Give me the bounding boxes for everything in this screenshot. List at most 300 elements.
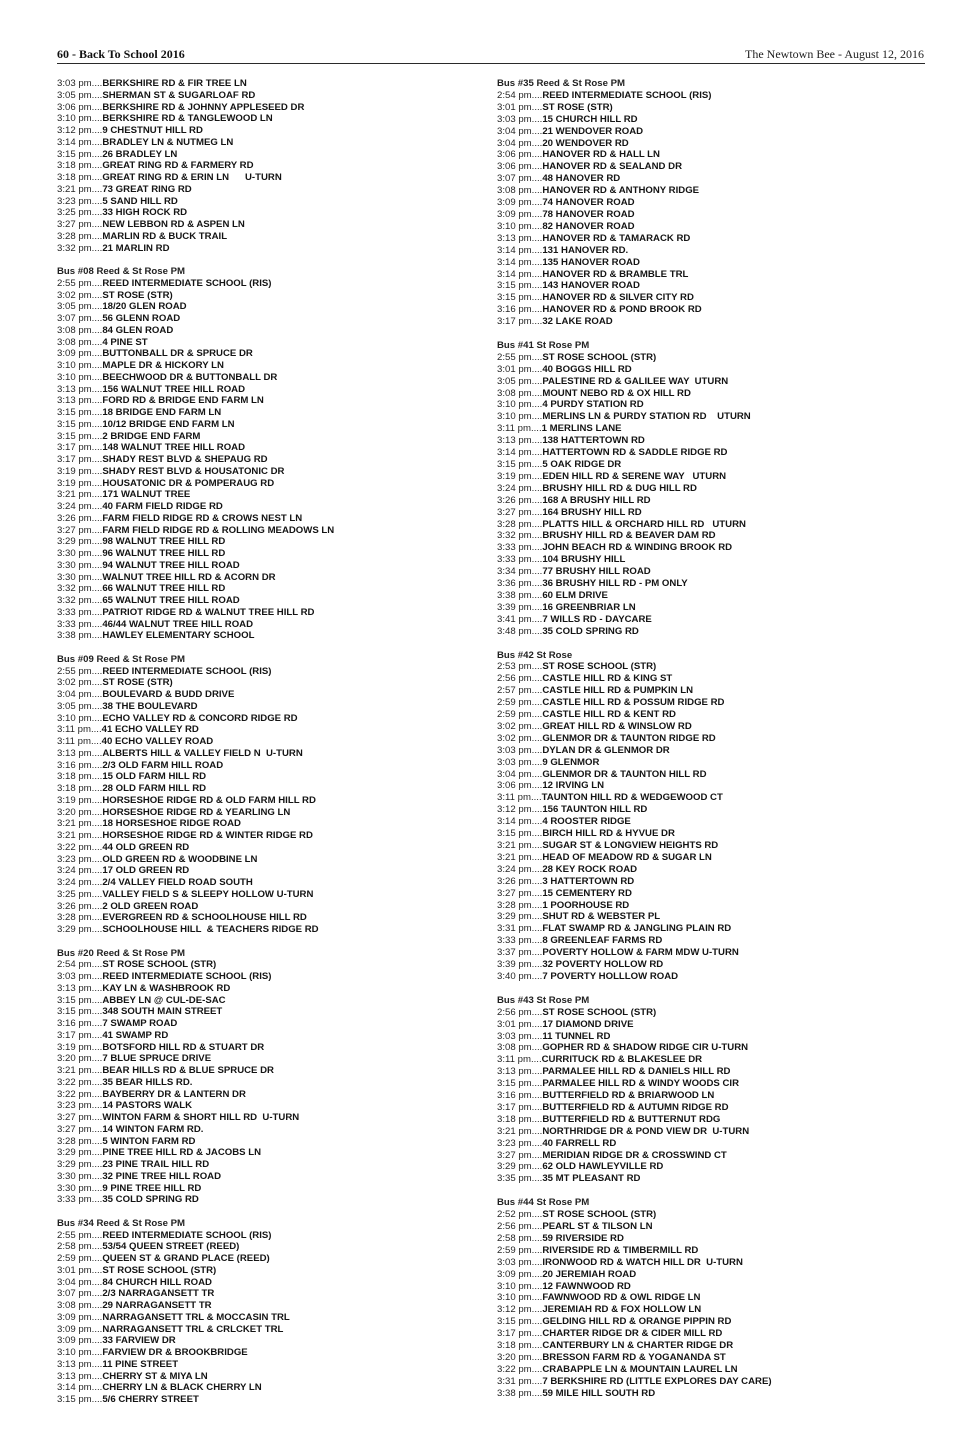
- time-leader: ....: [531, 1101, 543, 1113]
- time-leader: ....: [531, 208, 543, 220]
- stop-row: [57, 419, 457, 431]
- stop-location: 28 KEY ROCK ROAD: [542, 863, 638, 875]
- time-leader: ....: [531, 970, 543, 982]
- stop-location: MOUNT NEBO RD & OX HILL RD: [542, 387, 691, 399]
- time-leader: ....: [531, 1209, 543, 1221]
- stop-time: 3:41 pm: [497, 613, 532, 625]
- stop-location: QUEEN ST & GRAND PLACE (REED): [102, 1253, 270, 1264]
- stop-location: CHERRY ST & MIYA LN: [102, 1370, 208, 1382]
- time-leader: ....: [91, 242, 103, 254]
- time-leader: ....: [531, 1280, 543, 1292]
- stop-time: 3:20 pm: [497, 1351, 532, 1363]
- stop-row: [497, 292, 927, 304]
- time-leader: ....: [90, 724, 102, 736]
- stop-location: HORSESHOE RIDGE RD & OLD FARM HILL RD: [102, 794, 316, 806]
- stop-location: 38 THE BOULEVARD: [102, 700, 198, 712]
- stop-time: 3:15 pm: [497, 1316, 532, 1328]
- stop-location: FAWNWOOD RD & OWL RIDGE LN: [542, 1292, 701, 1304]
- time-leader: ....: [91, 1382, 103, 1394]
- stop-time: 3:03 pm: [497, 1256, 532, 1268]
- stop-time: 3:12 pm: [497, 1304, 532, 1316]
- stop-row: [57, 1382, 457, 1394]
- stop-row: [497, 483, 927, 495]
- stop-time: 2:59 pm: [497, 1244, 532, 1256]
- stop-row: [57, 583, 457, 595]
- stop-row: [57, 489, 457, 501]
- stop-time: 3:33 pm: [57, 1194, 92, 1206]
- time-leader: ....: [531, 816, 543, 828]
- bus-route-title: Bus #34 Reed & St Rose PM: [57, 1217, 185, 1229]
- stop-row: [57, 924, 457, 936]
- stop-time: 3:19 pm: [57, 794, 92, 806]
- stop-time: 3:32 pm: [57, 242, 92, 254]
- stop-time: 3:04 pm: [497, 125, 532, 137]
- time-leader: ....: [530, 423, 542, 435]
- stop-row: [497, 173, 927, 185]
- time-leader: ....: [531, 542, 543, 554]
- time-leader: ....: [531, 613, 543, 625]
- time-leader: ....: [531, 125, 543, 137]
- stop-row: [57, 1324, 457, 1336]
- stop-time: 3:33 pm: [497, 542, 532, 554]
- stop-row: [497, 304, 927, 316]
- section-spacer: [497, 1185, 927, 1197]
- time-leader: ....: [531, 709, 543, 721]
- stop-location: 15 CEMENTERY RD: [542, 887, 632, 899]
- stop-row: [497, 709, 927, 721]
- stop-location: 4 ROOSTER RIDGE: [542, 816, 631, 828]
- time-leader: ....: [531, 1351, 543, 1363]
- bus-route-section: [497, 1185, 927, 1399]
- stop-time: 3:14 pm: [497, 244, 532, 256]
- stop-time: 3:21 pm: [57, 1065, 92, 1076]
- stop-row: [57, 196, 457, 208]
- time-leader: ....: [531, 113, 543, 125]
- stop-row: [497, 280, 927, 292]
- stop-row: [57, 407, 457, 419]
- stop-location: 4 PINE ST: [102, 336, 148, 348]
- stop-location: MAPLE DR & HICKORY LN: [102, 360, 224, 371]
- time-leader: ....: [91, 383, 103, 395]
- stop-location: TAUNTON HILL RD & WEDGEWOOD CT: [541, 792, 723, 804]
- stop-row: [497, 911, 927, 923]
- stop-row: [57, 442, 457, 454]
- stop-time: 3:17 pm: [57, 1029, 92, 1041]
- stop-location: 14 PASTORS WALK: [102, 1100, 193, 1112]
- stop-time: 3:24 pm: [57, 865, 92, 877]
- stop-row: [497, 530, 927, 542]
- stop-row: [57, 501, 457, 513]
- time-leader: ....: [531, 304, 543, 316]
- time-leader: ....: [91, 1394, 103, 1405]
- stop-location: SCHOOLHOUSE HILL & TEACHERS RIDGE RD: [102, 924, 319, 935]
- stop-location: HORSESHOE RIDGE RD & WINTER RIDGE RD: [102, 830, 313, 841]
- stop-row: [497, 388, 927, 400]
- stop-location: SHADY REST BLVD & HOUSATONIC DR: [102, 465, 285, 477]
- stop-location: BERKSHIRE RD & TANGLEWOOD LN: [102, 113, 273, 125]
- section-spacer: [57, 1206, 457, 1218]
- stop-location: 15 OLD FARM HILL RD: [102, 771, 207, 783]
- stop-time: 2:55 pm: [57, 277, 92, 289]
- stop-location: ST ROSE (STR): [542, 101, 613, 113]
- stop-row: [57, 1277, 457, 1289]
- stop-time: 3:32 pm: [497, 530, 532, 542]
- section-spacer: [57, 642, 457, 654]
- bus-route-title: Bus #43 St Rose PM: [497, 994, 590, 1006]
- time-leader: ....: [531, 185, 543, 197]
- stop-location: 156 WALNUT TREE HILL ROAD: [102, 383, 246, 395]
- time-leader: ....: [91, 1241, 103, 1253]
- stop-location: BERKSHIRE RD & FIR TREE LN: [102, 78, 247, 89]
- stop-location: EDEN HILL RD & SERENE WAY UTURN: [542, 470, 727, 482]
- time-leader: ....: [91, 454, 103, 465]
- stop-time: 3:18 pm: [57, 160, 92, 172]
- stop-time: 3:03 pm: [497, 113, 532, 125]
- stop-time: 3:27 pm: [497, 506, 532, 518]
- stop-time: 3:08 pm: [57, 1300, 92, 1311]
- stop-location: 84 GLEN ROAD: [102, 324, 174, 336]
- stop-time: 3:18 pm: [497, 1340, 532, 1352]
- stop-row: [497, 411, 927, 423]
- stop-row: [497, 971, 927, 983]
- time-leader: ....: [91, 1076, 103, 1088]
- time-leader: ....: [91, 912, 103, 924]
- bus-route-title: Bus #20 Reed & St Rose PM: [57, 947, 185, 959]
- stop-row: [57, 783, 457, 795]
- stop-location: NEW LEBBON RD & ASPEN LN: [102, 219, 245, 230]
- stop-row: [497, 900, 927, 912]
- stop-row: [497, 757, 927, 769]
- time-leader: ....: [531, 149, 543, 161]
- time-leader: ....: [91, 136, 103, 148]
- stop-time: 3:23 pm: [497, 1137, 532, 1149]
- stop-row: [497, 138, 927, 150]
- stop-location: OLD GREEN RD & WOODBINE LN: [102, 853, 258, 865]
- stop-location: CRABAPPLE LN & MOUNTAIN LAUREL LN: [542, 1363, 738, 1375]
- time-leader: ....: [531, 1161, 543, 1173]
- stop-location: HANOVER RD & POND BROOK RD: [542, 304, 702, 316]
- stop-time: 3:31 pm: [497, 1375, 532, 1387]
- time-leader: ....: [530, 1054, 542, 1066]
- stop-row: [57, 466, 457, 478]
- stop-row: [497, 1042, 927, 1054]
- stop-location: 9 PINE TREE HILL RD: [102, 1182, 202, 1194]
- stop-time: 3:13 pm: [57, 395, 92, 407]
- time-leader: ....: [531, 1316, 543, 1328]
- time-leader: ....: [91, 183, 103, 195]
- stop-location: 35 MT PLEASANT RD: [542, 1173, 641, 1185]
- time-leader: ....: [91, 101, 103, 113]
- stop-row: [497, 780, 927, 792]
- stop-row: [497, 1150, 927, 1162]
- stop-location: BEECHWOOD DR & BUTTONBALL DR: [102, 371, 278, 383]
- stop-row: [497, 233, 927, 245]
- time-leader: ....: [531, 1090, 543, 1102]
- stop-time: 3:15 pm: [57, 418, 92, 430]
- stop-time: 3:17 pm: [57, 442, 92, 454]
- stop-row: [497, 269, 927, 281]
- time-leader: ....: [531, 244, 543, 256]
- time-leader: ....: [91, 1170, 103, 1182]
- stop-time: 3:09 pm: [57, 1311, 92, 1323]
- stop-time: 3:13 pm: [57, 982, 92, 994]
- stop-location: 20 WENDOVER RD: [542, 137, 629, 149]
- stop-time: 3:04 pm: [497, 137, 532, 149]
- stop-location: FLAT SWAMP RD & JANGLING PLAIN RD: [542, 923, 732, 935]
- stop-location: 56 GLENN ROAD: [102, 313, 181, 324]
- stop-location: 18 HORSESHOE RIDGE ROAD: [102, 818, 241, 830]
- stop-row: [497, 769, 927, 781]
- stop-location: 9 CHESTNUT HILL RD: [102, 125, 203, 136]
- stop-time: 3:09 pm: [57, 348, 92, 360]
- stop-time: 3:19 pm: [497, 470, 532, 482]
- stop-time: 3:11 pm: [497, 1054, 531, 1066]
- stop-time: 3:15 pm: [57, 407, 92, 418]
- stop-time: 3:26 pm: [57, 900, 92, 912]
- stop-time: 3:32 pm: [57, 583, 92, 595]
- stop-row: [57, 807, 457, 819]
- stop-row: [57, 149, 457, 161]
- stop-location: 60 ELM DRIVE: [542, 589, 608, 601]
- stop-time: 3:15 pm: [497, 292, 532, 304]
- stop-row: [57, 912, 457, 924]
- time-leader: ....: [531, 1292, 543, 1304]
- stop-time: 3:23 pm: [57, 195, 92, 207]
- time-leader: ....: [531, 768, 543, 780]
- stop-location: CHERRY LN & BLACK CHERRY LN: [102, 1382, 262, 1394]
- stop-location: 17 DIAMOND DRIVE: [542, 1018, 634, 1030]
- stop-row: [497, 423, 927, 435]
- stop-time: 3:21 pm: [57, 818, 92, 830]
- time-leader: ....: [531, 1173, 543, 1185]
- stop-row: [57, 1194, 457, 1206]
- stop-row: [497, 257, 927, 269]
- stop-location: PLATTS HILL & ORCHARD HILL RD UTURN: [542, 518, 746, 530]
- time-leader: ....: [91, 289, 103, 301]
- stop-location: BRADLEY LN & NUTMEG LN: [102, 136, 234, 148]
- stop-location: 35 BEAR HILLS RD.: [102, 1076, 193, 1088]
- stop-location: 41 SWAMP RD: [102, 1029, 169, 1041]
- stop-row: [497, 1221, 927, 1233]
- bus-route-section: [497, 78, 927, 328]
- stop-time: 3:28 pm: [497, 899, 532, 911]
- time-leader: ....: [531, 601, 543, 613]
- stop-row: [57, 1171, 457, 1183]
- stop-row: [497, 447, 927, 459]
- section-spacer: [57, 936, 457, 948]
- stop-location: REED INTERMEDIATE SCHOOL (RIS): [102, 971, 272, 982]
- stop-location: 16 GREENBRIAR LN: [542, 601, 636, 613]
- stop-time: 3:12 pm: [57, 125, 92, 136]
- stop-time: 3:13 pm: [497, 232, 532, 244]
- stop-location: HANOVER RD & HALL LN: [542, 149, 660, 161]
- time-leader: ....: [531, 292, 543, 304]
- stop-location: CHARTER RIDGE DR & CIDER MILL RD: [542, 1328, 723, 1340]
- stop-location: 11 PINE STREET: [102, 1358, 179, 1370]
- stop-location: HORSESHOE RIDGE RD & YEARLING LN: [102, 806, 291, 818]
- stop-row: [57, 525, 457, 537]
- stop-location: 8 GREENLEAF FARMS RD: [542, 935, 663, 947]
- stop-time: 3:19 pm: [57, 1041, 92, 1053]
- stop-time: 3:24 pm: [57, 877, 92, 888]
- stop-row: [497, 1364, 927, 1376]
- stop-location: BUTTERFIELD RD & AUTUMN RIDGE RD: [542, 1101, 729, 1113]
- time-leader: ....: [91, 1370, 103, 1382]
- stop-row: [497, 245, 927, 257]
- stop-location: CURRITUCK RD & BLAKESLEE DR: [541, 1054, 703, 1066]
- stop-row: [497, 114, 927, 126]
- stop-time: 2:56 pm: [497, 1006, 532, 1018]
- time-leader: ....: [91, 195, 103, 207]
- time-leader: ....: [91, 407, 103, 418]
- stop-location: 33 FARVIEW DR: [102, 1335, 176, 1347]
- stop-location: BERKSHIRE RD & JOHNNY APPLESEED DR: [102, 101, 305, 113]
- stop-row: [57, 1265, 457, 1277]
- time-leader: ....: [531, 506, 543, 518]
- time-leader: ....: [91, 1018, 103, 1029]
- time-leader: ....: [531, 137, 543, 149]
- time-leader: ....: [531, 351, 543, 363]
- time-leader: ....: [91, 148, 103, 160]
- stop-row: [497, 602, 927, 614]
- stop-location: BOULEVARD & BUDD DRIVE: [102, 689, 235, 700]
- stop-row: [57, 478, 457, 490]
- stop-location: ST ROSE SCHOOL (STR): [542, 1209, 657, 1221]
- time-leader: ....: [531, 780, 543, 792]
- stop-time: 3:02 pm: [57, 677, 92, 689]
- time-leader: ....: [91, 982, 103, 994]
- stop-location: 23 PINE TRAIL HILL RD: [102, 1159, 210, 1170]
- time-leader: ....: [531, 530, 543, 542]
- stop-location: REED INTERMEDIATE SCHOOL (RIS): [102, 277, 272, 289]
- stop-time: 3:22 pm: [57, 1088, 92, 1100]
- stop-row: [497, 590, 927, 602]
- stop-location: DYLAN DR & GLENMOR DR: [542, 744, 670, 756]
- stop-location: 5/6 CHERRY STREET: [102, 1394, 199, 1405]
- stop-row: [57, 513, 457, 525]
- stop-location: 98 WALNUT TREE HILL RD: [102, 536, 226, 548]
- time-leader: ....: [91, 689, 103, 700]
- stop-location: ST ROSE SCHOOL (STR): [542, 1006, 657, 1018]
- time-leader: ....: [91, 1006, 103, 1018]
- stop-location: 14 WINTON FARM RD.: [102, 1123, 204, 1135]
- stop-location: 1 MERLINS LANE: [541, 423, 622, 435]
- stop-row: [57, 771, 457, 783]
- stop-row: [497, 1054, 927, 1066]
- bus-route-section: [57, 254, 457, 642]
- stop-row: [57, 748, 457, 760]
- stop-time: 3:10 pm: [57, 371, 92, 383]
- stop-location: 29 NARRAGANSETT TR: [102, 1300, 212, 1311]
- stop-time: 3:20 pm: [57, 806, 92, 818]
- stop-time: 3:16 pm: [497, 1090, 532, 1102]
- time-leader: ....: [531, 578, 543, 590]
- stop-location: EVERGREEN RD & SCHOOLHOUSE HILL RD: [102, 912, 307, 924]
- stop-location: GLENMOR DR & TAUNTON RIDGE RD: [542, 732, 716, 744]
- stop-row: [57, 795, 457, 807]
- time-leader: ....: [91, 78, 103, 89]
- stop-row: [57, 113, 457, 125]
- stop-time: 3:39 pm: [497, 601, 532, 613]
- stop-row: [497, 376, 927, 388]
- stop-location: 2 OLD GREEN ROAD: [102, 900, 199, 912]
- stop-row: [57, 701, 457, 713]
- stop-location: FARM FIELD RIDGE RD & ROLLING MEADOWS LN: [102, 524, 335, 536]
- stop-row: [497, 840, 927, 852]
- stop-row: [497, 1138, 927, 1150]
- stop-location: VALLEY FIELD S & SLEEPY HOLLOW U-TURN: [102, 888, 314, 900]
- time-leader: ....: [91, 1053, 103, 1065]
- stop-time: 3:08 pm: [497, 387, 532, 399]
- stop-row: [497, 1078, 927, 1090]
- stop-location: 7 SWAMP ROAD: [102, 1018, 178, 1029]
- stop-time: 3:03 pm: [497, 744, 532, 756]
- time-leader: ....: [91, 324, 103, 336]
- stop-row: [57, 818, 457, 830]
- stop-location: ST ROSE (STR): [102, 677, 173, 689]
- stop-location: 66 WALNUT TREE HILL RD: [102, 583, 226, 595]
- stop-location: POVERTY HOLLOW & FARM MDW U-TURN: [542, 947, 739, 959]
- time-leader: ....: [531, 828, 543, 840]
- stop-location: GOPHER RD & SHADOW RIDGE CIR U-TURN: [542, 1042, 749, 1054]
- stop-location: 156 TAUNTON HILL RD: [542, 804, 648, 816]
- stop-location: 33 HIGH ROCK RD: [102, 207, 188, 219]
- time-leader: ....: [531, 673, 543, 685]
- time-leader: ....: [91, 1229, 103, 1241]
- stop-row: [497, 1090, 927, 1102]
- stop-location: 35 COLD SPRING RD: [542, 625, 639, 637]
- stop-row: [497, 1007, 927, 1019]
- stop-time: 3:11 pm: [57, 724, 91, 736]
- stop-time: 2:59 pm: [497, 709, 532, 721]
- time-leader: ....: [91, 888, 103, 900]
- stop-location: 2/4 VALLEY FIELD ROAD SOUTH: [102, 877, 253, 888]
- stop-row: [497, 1031, 927, 1043]
- time-leader: ....: [91, 1358, 103, 1370]
- stop-time: 3:33 pm: [57, 606, 92, 618]
- time-leader: ....: [91, 313, 103, 324]
- stop-row: [57, 137, 457, 149]
- stop-location: 82 HANOVER ROAD: [542, 220, 635, 232]
- stop-row: [497, 804, 927, 816]
- stop-location: BEAR HILLS RD & BLUE SPRUCE DR: [102, 1065, 274, 1076]
- time-leader: ....: [91, 595, 103, 606]
- stop-location: 135 HANOVER ROAD: [542, 256, 640, 268]
- stop-location: ALBERTS HILL & VALLEY FIELD N U-TURN: [102, 747, 303, 759]
- stop-time: 3:27 pm: [497, 887, 532, 899]
- time-leader: ....: [91, 277, 103, 289]
- time-leader: ....: [91, 1135, 103, 1147]
- stop-time: 3:07 pm: [497, 173, 532, 185]
- time-leader: ....: [91, 1088, 103, 1100]
- stop-time: 3:23 pm: [57, 1100, 92, 1112]
- stop-location: 35 COLD SPRING RD: [102, 1194, 199, 1206]
- stop-time: 2:56 pm: [497, 673, 532, 685]
- stop-time: 3:14 pm: [497, 447, 532, 459]
- time-leader: ....: [531, 720, 543, 732]
- time-leader: ....: [91, 371, 103, 383]
- time-leader: ....: [531, 923, 543, 935]
- stop-location: 21 MARLIN RD: [102, 242, 170, 254]
- stop-location: 5 SAND HILL RD: [102, 195, 178, 207]
- stop-location: 28 OLD FARM HILL RD: [102, 783, 207, 794]
- stop-location: 59 MILE HILL SOUTH RD: [542, 1387, 656, 1399]
- stop-row: [57, 454, 457, 466]
- bus-route-section: [497, 983, 927, 1185]
- stop-location: 2/3 NARRAGANSETT TR: [102, 1288, 215, 1300]
- stop-location: HANOVER RD & ANTHONY RIDGE: [542, 185, 700, 197]
- time-leader: ....: [531, 161, 543, 173]
